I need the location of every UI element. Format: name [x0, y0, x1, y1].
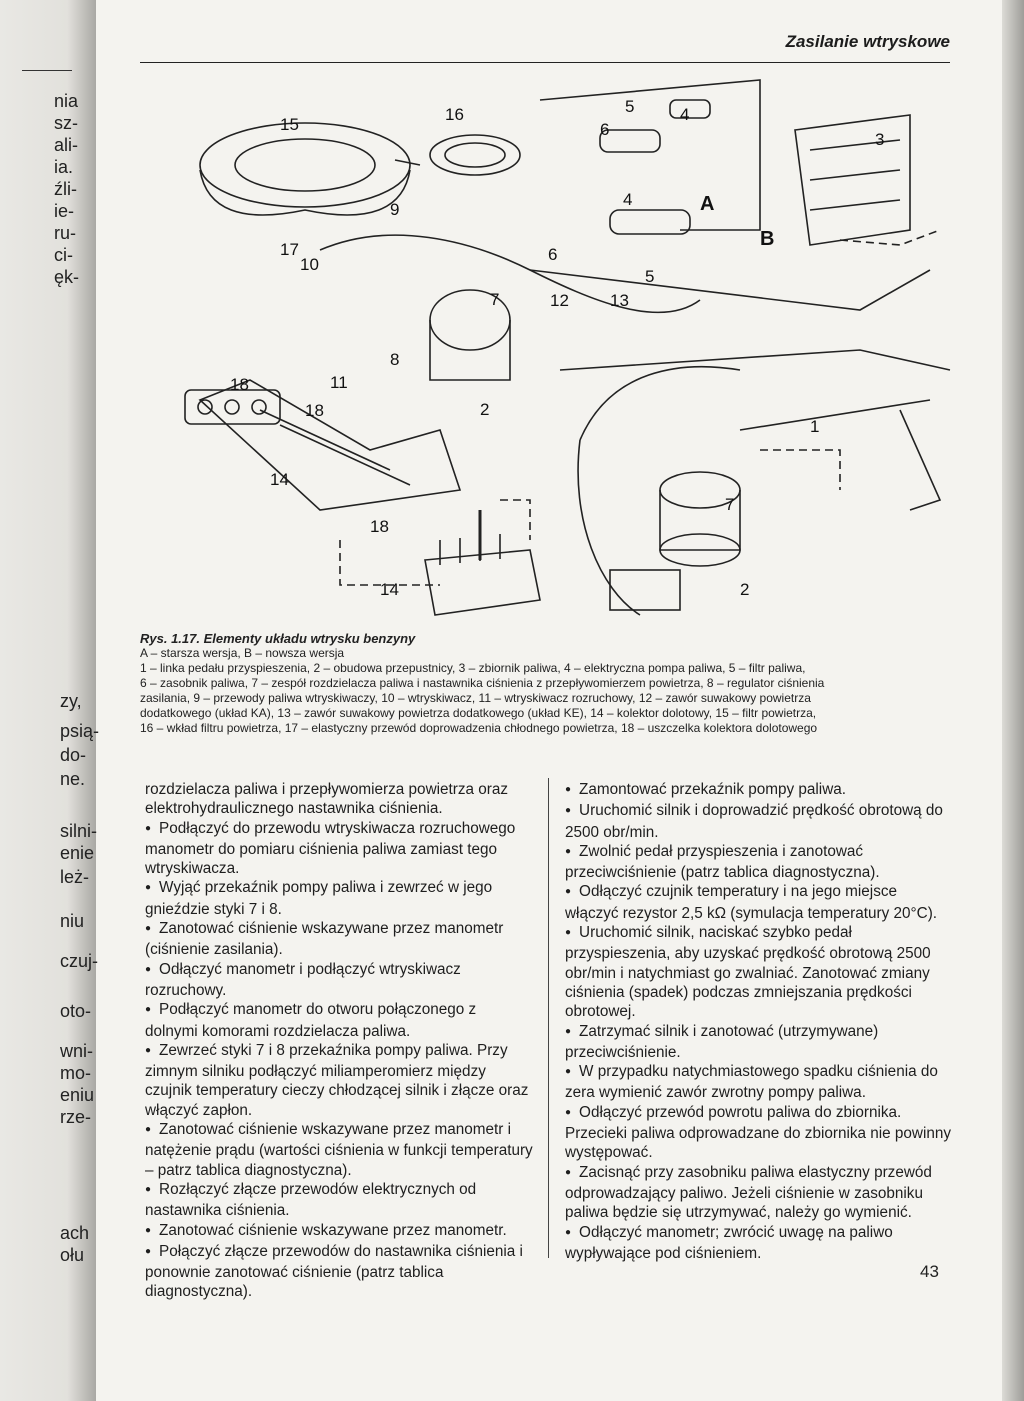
instruction-step — [565, 1223, 953, 1264]
page-edge-shadow — [1002, 0, 1024, 1401]
right-text-column — [565, 780, 953, 1263]
step-text: rozdzielacza paliwa i przepływomierza powietrza oraz elektrohydraulicznego nastawnika ciśnienia. — [145, 781, 509, 818]
header-rule — [140, 62, 950, 63]
facing-page-fragment: sz- — [54, 113, 78, 133]
part-label: 15 — [280, 115, 299, 134]
caption-line: zasilania, 9 – przewody paliwa wtryskiwaczy, 10 – wtryskiwacz, 11 – wtryskiwacz rozruchowy, 12 – zawór suwakowy powietrza — [140, 691, 811, 705]
facing-page-fragment: nia — [54, 91, 79, 111]
part-label: 16 — [445, 105, 464, 124]
facing-page-fragment: niu — [60, 911, 85, 931]
instruction-step — [565, 1103, 953, 1163]
facing-page-rule — [22, 70, 72, 71]
page-number: 43 — [920, 1262, 939, 1281]
caption-line: 6 – zasobnik paliwa, 7 – zespół rozdzielacza paliwa i nastawnika ciśnienia z przepływomierzem powietrza, 8 – regulator ciśnienia — [140, 676, 825, 690]
step-text: Zamontować przekaźnik pompy paliwa. — [579, 781, 847, 798]
part-label: 2 — [740, 580, 750, 599]
facing-page-fragment: psią- — [60, 721, 100, 741]
figure-caption — [140, 631, 955, 736]
instruction-step — [565, 1022, 953, 1063]
facing-page-fragment: enie — [60, 843, 95, 863]
facing-page-fragment: mo- — [60, 1063, 91, 1083]
facing-page-fragment: silni- — [60, 821, 98, 841]
step-text: Zacisnąć przy zasobniku paliwa elastyczny przewód odprowadzający paliwo. Jeżeli ciśnienie w zasobniku paliwa będzie się utrzymywać, należy go wymienić. — [565, 1163, 932, 1222]
part-label: 14 — [270, 470, 289, 489]
step-text: Odłączyć manometr; zwrócić uwagę na paliwo wypływające pod ciśnieniem. — [565, 1223, 893, 1262]
intake-manifold-drawing — [200, 380, 460, 510]
running-header: Zasilanie wtryskowe — [785, 32, 950, 51]
part-label: 7 — [490, 290, 500, 309]
caption-legend — [140, 646, 955, 736]
facing-page-fragment: zy, — [60, 691, 82, 711]
caption-line: A – starsza wersja, B – nowsza wersja — [140, 646, 345, 660]
instruction-step — [145, 819, 533, 879]
facing-page-fragment: leż- — [60, 867, 90, 887]
part-label: 18 — [370, 517, 389, 536]
instruction-step — [565, 780, 953, 801]
paragraph-continuation — [145, 780, 533, 819]
facing-page-strip — [0, 0, 100, 1401]
instruction-step — [145, 1000, 533, 1041]
instruction-step — [145, 1221, 533, 1242]
caption-title: Rys. 1.17. Elementy układu wtrysku benzyny — [140, 631, 416, 646]
part-label: 6 — [548, 245, 558, 264]
step-text: Podłączyć do przewodu wtryskiwacza rozruchowego manometr do pomiaru ciśnienia paliwa zamiast tego wtryskiwacza. — [145, 819, 516, 878]
step-text: Zanotować ciśnienie wskazywane przez manometr (ciśnienie zasilania). — [145, 920, 504, 959]
caption-line: 1 – linka pedału przyspieszenia, 2 – obudowa przepustnicy, 3 – zbiornik paliwa, 4 – elektryczna pompa paliwa, 5 – filtr paliwa, — [140, 661, 806, 675]
facing-page-fragment: eniu — [60, 1085, 95, 1105]
step-text: Podłączyć manometr do otworu połączonego z dolnymi komorami rozdzielacza paliwa. — [145, 1001, 477, 1040]
instruction-step — [145, 1180, 533, 1221]
instruction-step — [145, 919, 533, 960]
instruction-step — [145, 1242, 533, 1302]
diagram-drawing — [185, 80, 950, 615]
column-divider — [548, 778, 549, 1258]
facing-page-fragment: ęk- — [54, 267, 80, 287]
part-label: 17 — [280, 240, 299, 259]
facing-page-fragment: ia. — [54, 157, 74, 177]
air-filter-housing-drawing — [200, 123, 410, 207]
instruction-step — [565, 842, 953, 883]
filter-element-drawing — [430, 135, 520, 175]
facing-page-fragment: oto- — [60, 1001, 92, 1021]
facing-page-fragment: ie- — [54, 201, 75, 221]
fuel-injection-exploded-diagram — [140, 70, 955, 630]
instruction-step — [145, 960, 533, 1001]
part-label: 10 — [300, 255, 319, 274]
part-label: 7 — [725, 495, 735, 514]
facing-page-fragment: czuj- — [60, 951, 99, 971]
part-label: A — [700, 193, 715, 215]
step-text: Wyjąć przekaźnik pompy paliwa i zewrzeć w jego gnieździe styki 7 i 8. — [145, 879, 493, 918]
facing-page-fragment: ci- — [54, 245, 73, 265]
part-label: 12 — [550, 291, 569, 310]
step-text: Odłączyć czujnik temperatury i na jego miejsce włączyć rezystor 2,5 kΩ (symulacja temperatury 20°C). — [565, 883, 938, 922]
facing-page-fragment: ne. — [60, 769, 86, 789]
step-text: Zwolnić pedał przyspieszenia i zanotować przeciwciśnienie (patrz tablica diagnostyczna). — [565, 842, 880, 882]
step-text: W przypadku natychmiastowego spadku ciśnienia do zera wymienić zawór zwrotny pompy paliwa. — [565, 1063, 938, 1102]
instruction-step — [145, 1120, 533, 1180]
part-label: 3 — [875, 130, 885, 149]
instruction-step — [145, 878, 533, 919]
instruction-step — [565, 882, 953, 923]
facing-page-fragment: ali- — [54, 135, 79, 155]
step-text: Rozłączyć złącze przewodów elektrycznych od nastawnika ciśnienia. — [145, 1180, 477, 1220]
facing-page-fragment: ach — [60, 1223, 90, 1243]
part-label: 5 — [645, 267, 655, 286]
facing-page-fragment: wni- — [60, 1041, 94, 1061]
part-label: 18 — [305, 401, 324, 420]
exploded-diagram-figure — [140, 70, 955, 630]
instruction-step — [145, 1041, 533, 1120]
caption-line: dodatkowego (układ KA), 13 – zawór suwakowy powietrza dodatkowego (układ KE), 14 – kolektor dolotowy, 15 – filtr powietrza, — [140, 706, 817, 720]
step-text: Uruchomić silnik, naciskać szybko pedał przyspieszenia, aby uzyskać prędkość obrotową 2500 obr/min i natychmiast go zwalniać. Zanotować zmiany ciśnienia (spadek) podczas zmniejszania prędkości obrotowej. — [565, 924, 931, 1021]
facing-page-fragment: ru- — [54, 223, 76, 243]
step-text: Odłączyć przewód powrotu paliwa do zbiornika. Przecieki paliwa odprowadzane do zbiornika nie powinny występować. — [565, 1103, 952, 1162]
part-label: B — [760, 228, 775, 250]
step-text: Zanotować ciśnienie wskazywane przez manometr. — [159, 1221, 507, 1239]
part-label: 4 — [623, 190, 633, 209]
step-text: Zanotować ciśnienie wskazywane przez manometr i natężenie prądu (wartości ciśnienia w funkcji temperatury – patrz tablica diagnostyczna). — [145, 1121, 533, 1179]
instruction-step — [565, 1163, 953, 1223]
part-label: 5 — [625, 97, 635, 116]
instruction-step — [565, 1062, 953, 1103]
facing-page-fragment: źli- — [54, 179, 77, 199]
part-label: 1 — [810, 417, 820, 436]
step-text: Połączyć złącze przewodów do nastawnika ciśnienia i ponownie zanotować ciśnienie (patrz tablica diagnostyczna). — [145, 1242, 523, 1301]
facing-page-fragment: do- — [60, 745, 87, 765]
instruction-step — [565, 923, 953, 1021]
part-label: 6 — [600, 120, 610, 139]
part-label: 11 — [330, 373, 348, 392]
facing-page-fragment: ołu — [60, 1245, 85, 1265]
part-label: 9 — [390, 200, 400, 219]
step-text: Zewrzeć styki 7 i 8 przekaźnika pompy paliwa. Przy zimnym silniku podłączyć miliamperomierz między czujnik temperatury cieczy chłodzącej silnik i złącze oraz włączyć zapłon. — [145, 1041, 529, 1119]
part-label: 13 — [610, 291, 629, 310]
part-label: 8 — [390, 350, 400, 369]
part-label: 2 — [480, 400, 490, 419]
part-label: 18 — [230, 375, 249, 394]
step-text: Odłączyć manometr i podłączyć wtryskiwacz rozruchowy. — [145, 960, 461, 999]
figure-part-labels — [230, 97, 884, 599]
part-label: 14 — [380, 580, 399, 599]
part-label: 4 — [680, 105, 690, 124]
caption-line: 16 – wkład filtru powietrza, 17 – elastyczny przewód doprowadzenia chłodnego powietrza, 18 – uszczelka kolektora dolotowego — [140, 721, 818, 735]
facing-page-fragment: rze- — [60, 1107, 91, 1127]
step-text: Zatrzymać silnik i zanotować (utrzymywane) przeciwciśnienie. — [565, 1022, 879, 1061]
left-text-column — [145, 780, 533, 1302]
step-text: Uruchomić silnik i doprowadzić prędkość obrotową do 2500 obr/min. — [565, 802, 943, 841]
instruction-step — [565, 801, 953, 842]
